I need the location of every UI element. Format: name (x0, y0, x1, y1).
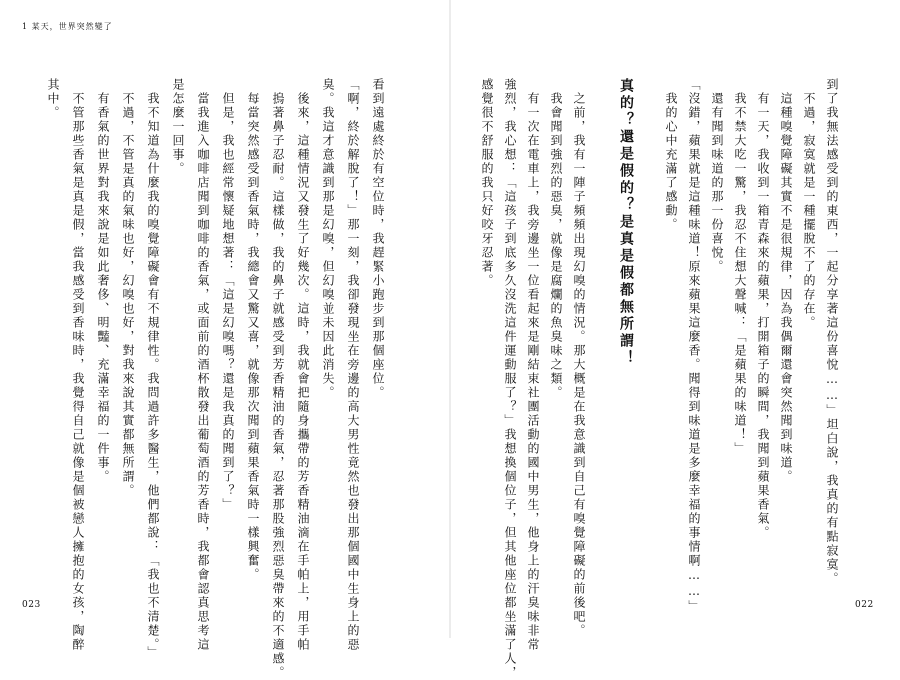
right-page-column: 有一次在電車上，我旁邊坐一位看起來是剛結束社團活動的國中男生，他身上的汗臭味非常 (526, 92, 540, 652)
left-page-column: 不管那些香氣是真是假，當我感受到香味時，我覺得自己就像是個被戀人擁抱的女孩，陶醉 (71, 92, 85, 652)
right-page-column: 強烈，我心想：「這孩子到底多久沒洗這件運動服了？」我想換個位子，但其他座位都坐滿了人， (503, 78, 517, 680)
left-page-column: 當我進入咖啡店聞到咖啡的香氣，或面前的酒杯散發出葡萄酒的芳香時，我都會認真思考這 (196, 92, 210, 652)
left-page-column: 其中。 (46, 78, 60, 120)
running-head: 1 某天，世界突然變了 (22, 22, 113, 31)
right-page-column: 有一天，我收到一箱青森來的蘋果，打開箱子的瞬間，我聞到蘋果香氣。 (756, 92, 770, 540)
right-page-column: 我會聞到強烈的惡臭，就像是腐爛的魚臭味之類。 (549, 92, 563, 400)
right-page-column: 「沒錯，蘋果就是這種味道！原來蘋果這麼香。聞得到味道是多麼幸福的事情啊……」 (687, 78, 701, 614)
right-page-column: 這種嗅覺障礙其實不是很規律，因為我偶爾還會突然聞到味道。 (779, 92, 793, 484)
right-page-column: 到了我無法感受到的東西，一起分享著這份喜悅……」坦白說，我真的有點寂寞。 (825, 78, 839, 586)
page-gutter (449, 0, 451, 638)
right-page-column: 我不禁大吃一驚，我忍不住想大聲喊：「是蘋果的味道！」 (733, 92, 747, 456)
right-page-column: 感覺很不舒服的我只好咬牙忍著。 (480, 78, 494, 288)
left-page-column: 是怎麼一回事。 (171, 78, 185, 176)
left-page-column: 每當突然感受到香氣時，我總會又驚又喜，就像那次聞到蘋果香氣時一樣興奮。 (246, 92, 260, 582)
left-page-column: 摀著鼻子忍耐。這樣做，我的鼻子就感受到芳香精油的香氣，忍著那股強烈惡臭帶來的不適感。 (271, 92, 285, 680)
left-page-column: 後來，這種情況又發生了好幾次。這時，我就會把隨身攜帶的芳香精油滴在手帕上，用手帕 (296, 92, 310, 652)
right-page-column: 我的心中充滿了感動。 (664, 92, 678, 232)
left-page-column: 我不知道為什麼我的嗅覺障礙會有不規律性。我問過許多醫生，他們都說：「我也不清楚。」 (146, 92, 160, 660)
right-page-column: 不過，寂寞就是一種擺脫不了的存在。 (802, 92, 816, 330)
left-page-column: 但是，我也經常懷疑地想著：「這是幻嗅嗎？還是我真的聞到了？」 (221, 92, 235, 512)
left-page-number: 023 (22, 600, 41, 610)
right-page-column: 還有聞到味道的那一份喜悅。 (710, 92, 724, 274)
left-page-column: 「啊，終於解脫了！」那一刻，我卻發現坐在旁邊的高大男性竟然也發出那個國中生身上的惡 (346, 78, 360, 652)
left-page-column: 看到遠處終於有空位時，我趕緊小跑步到那個座位。 (371, 78, 385, 400)
right-page-number: 022 (855, 600, 874, 610)
left-page-column: 臭。我這才意識到那是幻嗅，但幻嗅並未因此消失。 (321, 78, 335, 400)
left-page-column: 有香氣的世界對我來說是如此奢侈、明豔、充滿幸福的一件事。 (96, 92, 110, 484)
right-page-column: 之前，我有一陣子頻頻出現幻嗅的情況。那大概是在我意識到自己有嗅覺障礙的前後吧。 (572, 92, 586, 638)
left-page-column: 不過，不管是真的氣味也好，幻嗅也好，對我來說其實都無所謂。 (121, 92, 135, 498)
right-page-column: 真的？還是假的？是真是假都無所謂！ (618, 78, 634, 367)
